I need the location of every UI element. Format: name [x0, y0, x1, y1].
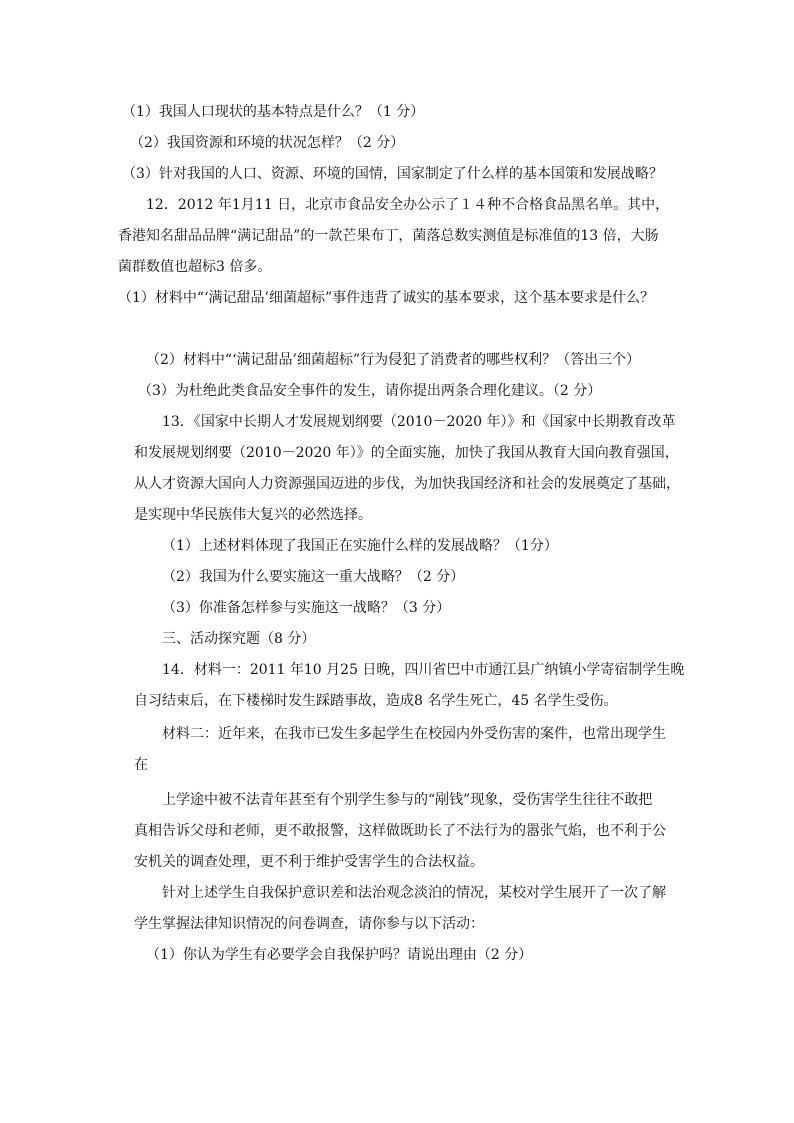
q13-part2: （2）我国为什么要实施这一重大战略？（2 分） [162, 569, 465, 585]
q12-material-line1: 12．2012 年1月11 日，北京市食品安全办公示了１４种不合格食品黑名单。其中， [146, 197, 670, 213]
q11-part1: （1）我国人口现状的基本特点是什么？（1 分） [122, 104, 425, 120]
q13-part3: （3）你准备怎样参与实施这一战略？（3 分） [162, 600, 451, 616]
q11-part3: （3）针对我国的人口、资源、环境的国情，国家制定了什么样的基本国策和发展战略？ [122, 166, 663, 182]
q13-material-line2: 和发展规划纲要（2010－2020 年）》的全面实施，加快了我国从教育大国向教育强国， [134, 445, 679, 461]
q14-material2-line1: 材料二：近年来，在我市已发生多起学生在校园内外受伤害的案件，也常出现学生 [162, 726, 666, 742]
q14-material2-line4: 真相告诉父母和老师，更不敢报警，这样做既助长了不法行为的嚣张气焰，也不利于公 [134, 823, 666, 839]
q13-material-line3: 从人才资源大国向人力资源强国迈进的步伐，为加快我国经济和社会的发展奠定了基础， [134, 476, 680, 492]
section-heading-activity: 三、活动探究题（8 分） [162, 631, 316, 647]
q14-material1-line2: 自习结束后，在下楼梯时发生踩踏事故，造成8 名学生死亡，45 名学生受伤。 [134, 693, 618, 709]
q14-context-line2: 学生掌握法律知识情况的问卷调查，请你参与以下活动： [134, 916, 484, 932]
q13-material-line1: 13．《国家中长期人才发展规划纲要（2010－2020 年）》和《国家中长期教育改革 [162, 414, 676, 430]
q11-part2: （2）我国资源和环境的状况怎样？（2 分） [130, 135, 405, 151]
q14-context-line1: 针对上述学生自我保护意识差和法治观念淡泊的情况，某校对学生展开了一次了解 [162, 885, 666, 901]
q14-part1: （1）你认为学生有必要学会自我保护吗？请说出理由（2 分） [146, 947, 533, 963]
q13-material-line4: 是实现中华民族伟大复兴的必然选择。 [134, 507, 372, 523]
q12-material-line2: 香港知名甜品品牌“满记甜品”的一款芒果布丁，菌落总数实测值是标准值的13 倍，大肠 [118, 228, 659, 244]
q12-material-line3: 菌群数值也超标3 倍多。 [118, 259, 272, 275]
q14-material1-line1: 14．材料一：2011 年10 月25 日晚，四川省巴中市通江县广纳镇小学寄宿制学生晚 [162, 662, 685, 678]
q14-material2-line5: 安机关的调查处理，更不利于维护受害学生的合法权益。 [134, 854, 484, 870]
q14-material2-line3: 上学途中被不法青年甚至有个别学生参与的“剐钱”现象，受伤害学生往往不敢把 [162, 792, 653, 808]
q12-part1: （1）材料中“‘满记甜品’细菌超标”事件违背了诚实的基本要求，这个基本要求是什么？ [118, 290, 655, 306]
q13-part1: （1）上述材料体现了我国正在实施什么样的发展战略？（1分） [162, 538, 558, 554]
q12-part3: （3）为杜绝此类食品安全事件的发生，请你提出两条合理化建议。（2 分） [138, 383, 602, 399]
q12-part2: （2）材料中“‘满记甜品’细菌超标”行为侵犯了消费者的哪些权利？（答出三个） [146, 352, 641, 368]
q14-material2-line2: 在 [134, 757, 148, 773]
